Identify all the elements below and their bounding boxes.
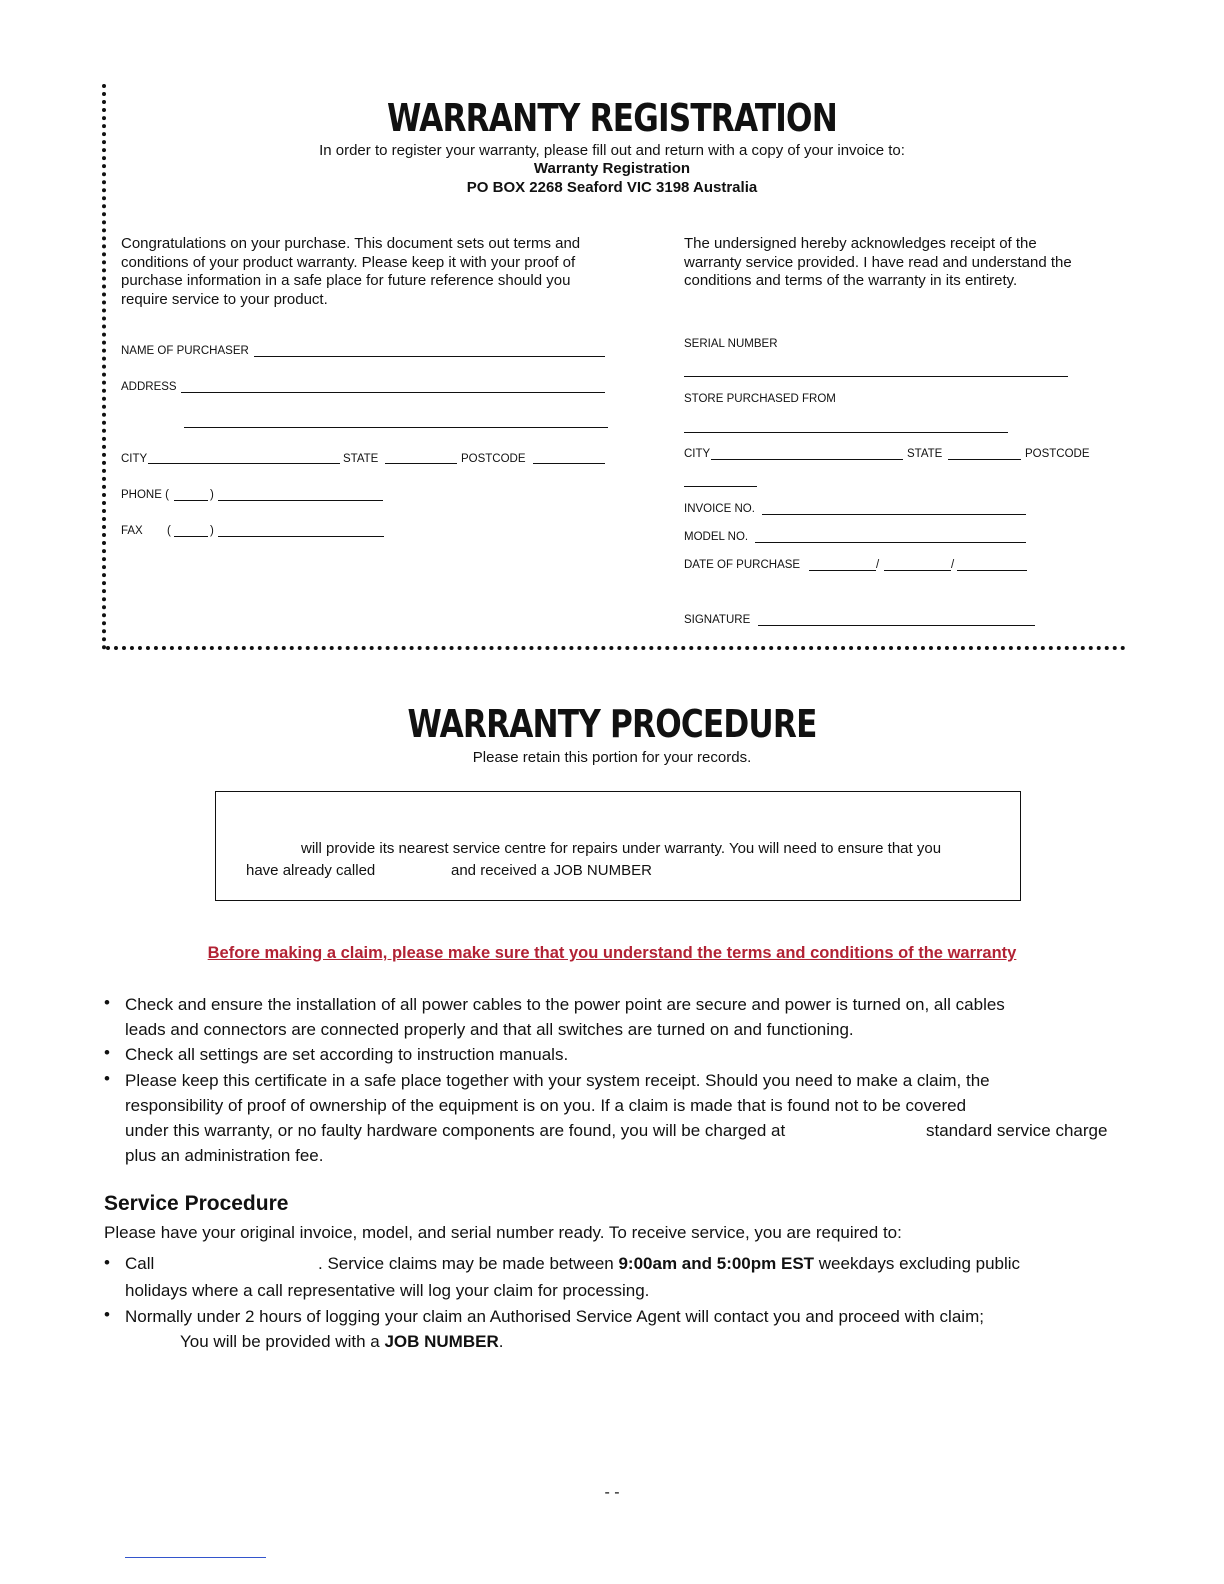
store-city-input[interactable]	[711, 459, 903, 460]
box-line-2b: and received a JOB NUMBER	[451, 862, 652, 879]
city-label: CITY	[121, 453, 148, 465]
fax-open: (	[167, 525, 171, 537]
right-paragraph: The undersigned hereby acknowledges receipt of the warranty service provided. I have read and understand the conditions and terms of the warranty in its entirety.	[684, 235, 1072, 289]
date-month-input[interactable]	[884, 570, 951, 571]
procedure-subtitle: Please retain this portion for your records.	[472, 749, 752, 766]
page-number: - -	[604, 1484, 620, 1501]
registration-intro: In order to register your warranty, please fill out and return with a copy of your invoice to:	[319, 142, 905, 159]
signature-label: SIGNATURE	[684, 614, 751, 626]
state-label: STATE	[343, 453, 379, 465]
serial-label: SERIAL NUMBER	[684, 338, 778, 350]
invoice-label: INVOICE NO.	[684, 503, 755, 515]
serial-input[interactable]	[684, 376, 1068, 377]
service-intro: Please have your original invoice, model, and serial number ready. To receive service, you are required to:	[104, 1223, 902, 1242]
store-postcode-label: POSTCODE	[1025, 448, 1090, 460]
bullet-text-3: Please keep this certificate in a safe place together with your system receipt. Should you need to make a claim, the responsibility of proof of ownership of the equipment is on you. If a claim is made that is found not to be covered under this warranty, or no faulty hardware components are found, you will be charged at plus an administration fee.	[125, 1071, 990, 1165]
store-state-input[interactable]	[948, 459, 1021, 460]
phone-area-input[interactable]	[174, 500, 208, 501]
store-city-label: CITY	[684, 448, 711, 460]
date-slash-1: /	[876, 559, 880, 571]
service-normally: Normally under 2 hours of logging your claim an Authorised Service Agent will contact you and proceed with claim;	[125, 1307, 984, 1326]
service-heading: Service Procedure	[104, 1192, 289, 1215]
bullet-3: •	[104, 1069, 110, 1088]
phone-label: PHONE (	[121, 489, 169, 501]
address-input-1[interactable]	[181, 392, 605, 393]
signature-input[interactable]	[758, 625, 1035, 626]
bullet-1: •	[104, 993, 110, 1012]
procedure-title: WARRANTY PROCEDURE	[407, 702, 817, 746]
registration-addressee: Warranty Registration	[533, 160, 691, 177]
address-input-2[interactable]	[184, 427, 608, 428]
store-label: STORE PURCHASED FROM	[684, 393, 836, 405]
store-input[interactable]	[684, 432, 1008, 433]
service-bullet-2: •	[104, 1305, 110, 1324]
service-call-line2: holidays where a call representative will log your claim for processing.	[125, 1281, 650, 1300]
bullet-text-1: Check and ensure the installation of all power cables to the power point are secure and power is turned on, all cables leads and connectors are connected properly and that all switches are turned on and functioning.	[125, 995, 1005, 1039]
fax-area-input[interactable]	[174, 536, 208, 537]
store-state-label: STATE	[907, 448, 943, 460]
name-label: NAME OF PURCHASER	[121, 345, 249, 357]
box-line-2a: have already called	[246, 862, 376, 879]
fax-input[interactable]	[218, 536, 384, 537]
cut-line-horizontal	[106, 646, 1126, 650]
bullet-2: •	[104, 1043, 110, 1062]
store-postcode-input[interactable]	[684, 486, 757, 487]
bullet-text-2: Check all settings are set according to instruction manuals.	[125, 1045, 569, 1064]
date-slash-2: /	[951, 559, 955, 571]
invoice-input[interactable]	[762, 514, 1026, 515]
model-label: MODEL NO.	[684, 531, 749, 543]
registration-title: WARRANTY REGISTRATION	[387, 96, 837, 140]
postcode-input[interactable]	[533, 463, 605, 464]
fax-label: FAX	[121, 525, 143, 537]
state-input[interactable]	[385, 463, 457, 464]
address-label: ADDRESS	[121, 381, 177, 393]
city-input[interactable]	[148, 463, 340, 464]
warning-notice: Before making a claim, please make sure that you understand the terms and conditions of the warranty	[207, 944, 1017, 962]
phone-close: )	[210, 489, 214, 501]
service-call-label: Call	[125, 1254, 155, 1273]
date-label: DATE OF PURCHASE	[684, 559, 801, 571]
standard-charge-text: standard service charge	[926, 1121, 1108, 1140]
name-input[interactable]	[254, 356, 605, 357]
left-paragraph: Congratulations on your purchase. This document sets out terms and conditions of your product warranty. Please keep it with your proof of purchase information in a safe place for future reference should you require service to your product.	[121, 235, 581, 308]
model-input[interactable]	[755, 542, 1026, 543]
service-bullet-1: •	[104, 1253, 110, 1272]
footer-link-line[interactable]	[125, 1557, 266, 1558]
date-year-input[interactable]	[957, 570, 1027, 571]
phone-input[interactable]	[218, 500, 383, 501]
service-provided: You will be provided with a JOB NUMBER.	[180, 1332, 504, 1351]
registration-address: PO BOX 2268 Seaford VIC 3198 Australia	[466, 179, 758, 196]
postcode-label: POSTCODE	[461, 453, 526, 465]
fax-close: )	[210, 525, 214, 537]
box-line-1: will provide its nearest service centre for repairs under warranty. You will need to ensure that you	[301, 840, 942, 857]
date-day-input[interactable]	[809, 570, 876, 571]
service-call-text: . Service claims may be made between 9:00am and 5:00pm EST weekdays excluding public	[318, 1254, 1021, 1273]
